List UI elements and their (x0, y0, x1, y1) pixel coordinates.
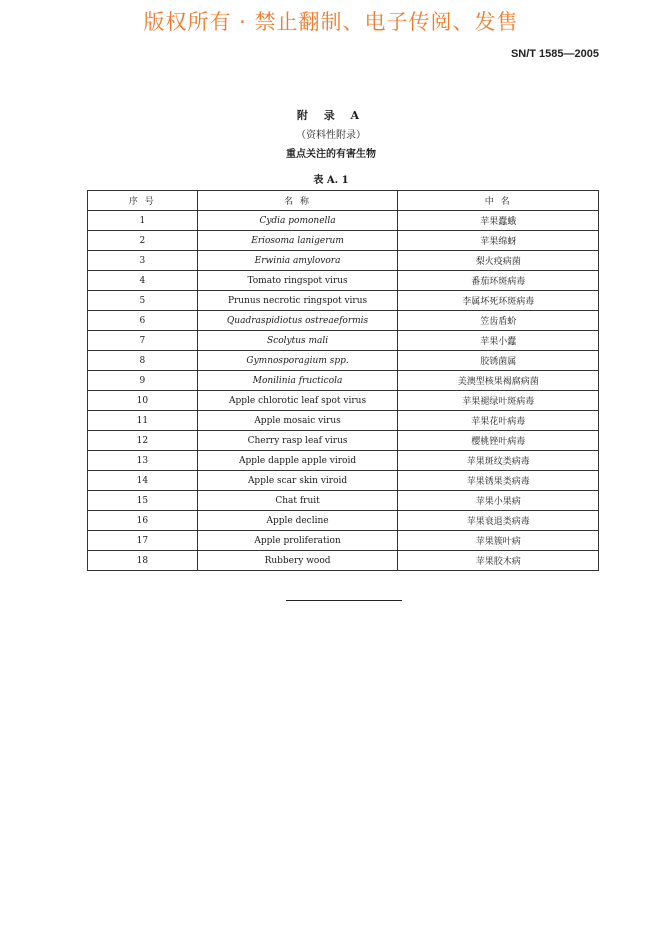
row-chinese-name: 梨火疫病菌 (398, 251, 599, 271)
row-number: 18 (88, 551, 198, 571)
row-chinese-name: 苹果锈果类病毒 (398, 471, 599, 491)
row-name: Scolytus mali (197, 331, 398, 351)
row-number: 2 (88, 231, 198, 251)
table-row (88, 431, 599, 451)
table-row (88, 331, 599, 351)
row-number: 15 (88, 491, 198, 511)
row-chinese-name: 苹果簇叶病 (398, 531, 599, 551)
table-row (88, 471, 599, 491)
row-chinese-name: 苹果绵蚜 (398, 231, 599, 251)
row-number: 4 (88, 271, 198, 291)
row-name: Apple mosaic virus (197, 411, 398, 431)
table-row (88, 211, 599, 231)
appendix-type: （资料性附录） (296, 130, 366, 141)
header-number: 序 号 (88, 191, 198, 211)
row-number: 8 (88, 351, 198, 371)
table-caption: 表 A. 1 (313, 175, 349, 186)
table-row (88, 391, 599, 411)
row-name: Erwinia amylovora (197, 251, 398, 271)
table-header-row (88, 191, 599, 211)
row-chinese-name: 樱桃锉叶病毒 (398, 431, 599, 451)
row-number: 14 (88, 471, 198, 491)
table-row (88, 271, 599, 291)
table-row (88, 311, 599, 331)
row-chinese-name: 笠齿盾蚧 (398, 311, 599, 331)
header-name: 名 称 (197, 191, 398, 211)
row-number: 3 (88, 251, 198, 271)
table-row (88, 491, 599, 511)
row-number: 9 (88, 371, 198, 391)
row-name: Apple dapple apple viroid (197, 451, 398, 471)
table-row (88, 551, 599, 571)
row-name: Apple chlorotic leaf spot virus (197, 391, 398, 411)
table-row (88, 451, 599, 471)
row-name: Tomato ringspot virus (197, 271, 398, 291)
pest-table (87, 190, 599, 571)
table-row (88, 231, 599, 251)
row-number: 17 (88, 531, 198, 551)
row-chinese-name: 苹果蠹蛾 (398, 211, 599, 231)
row-number: 13 (88, 451, 198, 471)
row-chinese-name: 苹果衰退类病毒 (398, 511, 599, 531)
row-chinese-name: 苹果小果病 (398, 491, 599, 511)
appendix-title: 附 录 A (296, 109, 366, 122)
row-number: 7 (88, 331, 198, 351)
row-name: Apple proliferation (197, 531, 398, 551)
row-chinese-name: 番茄环斑病毒 (398, 271, 599, 291)
watermark-banner: 版权所有 · 禁止翻制、电子传阅、发售 (143, 10, 519, 34)
table-row (88, 351, 599, 371)
header-chinese-name: 中 名 (398, 191, 599, 211)
appendix-subject: 重点关注的有害生物 (286, 149, 376, 160)
table-row (88, 531, 599, 551)
row-chinese-name: 李属坏死环斑病毒 (398, 291, 599, 311)
row-number: 6 (88, 311, 198, 331)
table-row (88, 251, 599, 271)
row-chinese-name: 苹果小蠹 (398, 331, 599, 351)
row-chinese-name: 胶锈菌属 (398, 351, 599, 371)
table-row (88, 291, 599, 311)
row-name: Chat fruit (197, 491, 398, 511)
row-name: Monilinia fructicola (197, 371, 398, 391)
row-chinese-name: 苹果斑纹类病毒 (398, 451, 599, 471)
table-body (88, 211, 599, 571)
row-name: Cydia pomonella (197, 211, 398, 231)
row-name: Cherry rasp leaf virus (197, 431, 398, 451)
row-number: 12 (88, 431, 198, 451)
row-name: Gymnosporagium spp. (197, 351, 398, 371)
standard-code: SN/T 1585—2005 (510, 48, 599, 60)
row-number: 1 (88, 211, 198, 231)
row-chinese-name: 苹果褪绿叶斑病毒 (398, 391, 599, 411)
table-row (88, 511, 599, 531)
row-name: Apple scar skin viroid (197, 471, 398, 491)
row-chinese-name: 美澳型核果褐腐病菌 (398, 371, 599, 391)
row-name: Prunus necrotic ringspot virus (197, 291, 398, 311)
row-number: 11 (88, 411, 198, 431)
row-name: Rubbery wood (197, 551, 398, 571)
row-number: 10 (88, 391, 198, 411)
table-row (88, 371, 599, 391)
row-number: 16 (88, 511, 198, 531)
row-name: Apple decline (197, 511, 398, 531)
row-number: 5 (88, 291, 198, 311)
end-rule (286, 600, 402, 601)
row-chinese-name: 苹果花叶病毒 (398, 411, 599, 431)
row-name: Quadraspidiotus ostreaeformis (197, 311, 398, 331)
table-row (88, 411, 599, 431)
row-chinese-name: 苹果胶木病 (398, 551, 599, 571)
row-name: Eriosoma lanigerum (197, 231, 398, 251)
